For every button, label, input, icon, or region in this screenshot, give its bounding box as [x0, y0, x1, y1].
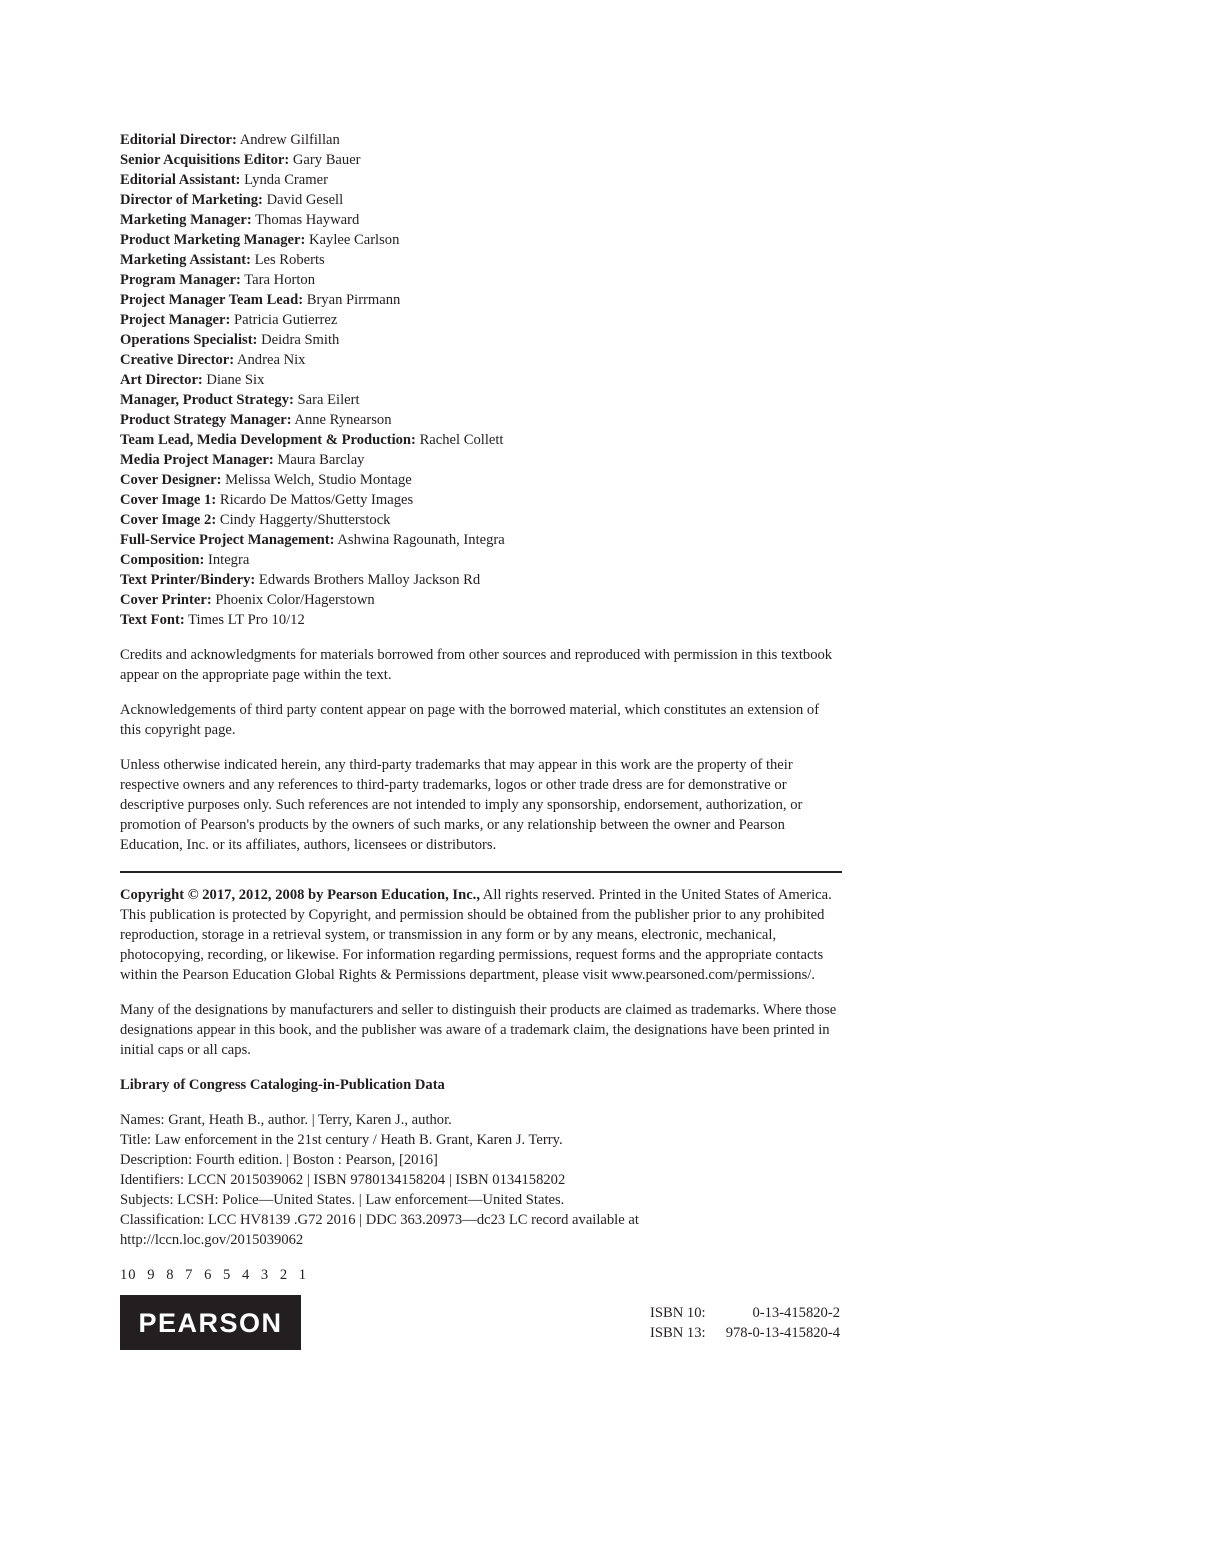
cip-line: Subjects: LCSH: Police—United States. | Law enforcement—United States.: [120, 1192, 565, 1208]
credit-role: Cover Image 1:: [120, 492, 217, 508]
pearson-logo: [120, 1295, 301, 1350]
isbn-10-value: 0-13-415820-2: [752, 1305, 840, 1321]
designations-notice: Many of the designations by manufacturers and seller to distinguish their products are claimed as trademarks. Where those designations appear in this book, and the publisher was aware of a trademark claim, the designations have been printed in initial caps or all caps.: [120, 1002, 837, 1058]
credit-role: Art Director:: [120, 372, 203, 388]
credit-name: Patricia Gutierrez: [230, 312, 338, 328]
credit-role: Project Manager Team Lead:: [120, 292, 304, 308]
credit-name: Ricardo De Mattos/Getty Images: [216, 492, 414, 508]
credit-name: Tara Horton: [240, 272, 315, 288]
cip-line: Names: Grant, Heath B., author. | Terry, Karen J., author.: [120, 1112, 452, 1128]
credit-role: Media Project Manager:: [120, 452, 274, 468]
credit-role: Team Lead, Media Development & Production:: [120, 432, 416, 448]
credit-role: Full-Service Project Management:: [120, 532, 335, 548]
credit-name: Bryan Pirrmann: [303, 292, 401, 308]
credit-line: [120, 570, 842, 590]
cip-line: Classification: LCC HV8139 .G72 2016 | DDC 363.20973—dc23 LC record available at: [120, 1212, 639, 1228]
credit-name: Kaylee Carlson: [305, 232, 400, 248]
isbn-13-label: ISBN 13:: [650, 1325, 706, 1341]
credit-line: [120, 390, 842, 410]
isbn-13-value: 978-0-13-415820-4: [725, 1325, 840, 1341]
printing-number-line: 10 9 8 7 6 5 4 3 2 1: [120, 1267, 308, 1283]
credit-line: [120, 330, 842, 350]
cip-data: [120, 1110, 842, 1250]
credit-role: Creative Director:: [120, 352, 235, 368]
credit-role: Manager, Product Strategy:: [120, 392, 294, 408]
credit-name: Andrew Gilfillan: [236, 132, 340, 148]
credit-line: [120, 510, 842, 530]
credit-line: [120, 370, 842, 390]
credit-role: Operations Specialist:: [120, 332, 258, 348]
credit-role: Cover Printer:: [120, 592, 212, 608]
credit-line: [120, 230, 842, 250]
credit-line: [120, 270, 842, 290]
credit-name: Sara Eilert: [293, 392, 360, 408]
isbn-block: [650, 1303, 840, 1343]
credits-list: [120, 130, 842, 630]
credit-name: Phoenix Color/Hagerstown: [211, 592, 375, 608]
imprint-row: [120, 1295, 842, 1351]
third-party-acknowledgment: Acknowledgements of third party content appear on page with the borrowed material, which constitutes an extension of this copyright page.: [120, 702, 820, 738]
isbn-10-row: [650, 1303, 840, 1323]
credit-name: Edwards Brothers Malloy Jackson Rd: [255, 572, 481, 588]
credit-name: Anne Rynearson: [291, 412, 392, 428]
credit-name: Rachel Collett: [415, 432, 504, 448]
credit-role: Marketing Assistant:: [120, 252, 251, 268]
credit-name: Melissa Welch, Studio Montage: [221, 472, 412, 488]
credit-role: Cover Image 2:: [120, 512, 217, 528]
credit-name: Integra: [204, 552, 250, 568]
credit-role: Project Manager:: [120, 312, 231, 328]
cip-line: http://lccn.loc.gov/2015039062: [120, 1232, 304, 1248]
credit-name: Times LT Pro 10/12: [184, 612, 305, 628]
credit-role: Composition:: [120, 552, 205, 568]
cip-heading: Library of Congress Cataloging-in-Publication Data: [120, 1077, 445, 1093]
credit-role: Program Manager:: [120, 272, 241, 288]
credit-role: Editorial Director:: [120, 132, 237, 148]
credit-line: [120, 350, 842, 370]
credit-role: Product Marketing Manager:: [120, 232, 306, 248]
credit-name: David Gesell: [262, 192, 344, 208]
copyright-page: [120, 130, 842, 1351]
credit-line: [120, 410, 842, 430]
credit-role: Cover Designer:: [120, 472, 222, 488]
credit-name: Maura Barclay: [273, 452, 365, 468]
credit-role: Text Font:: [120, 612, 185, 628]
credit-name: Lynda Cramer: [240, 172, 328, 188]
credit-line: [120, 210, 842, 230]
credit-name: Gary Bauer: [289, 152, 361, 168]
credit-name: Les Roberts: [250, 252, 325, 268]
credit-line: [120, 530, 842, 550]
credit-line: [120, 130, 842, 150]
credit-line: [120, 590, 842, 610]
credit-role: Director of Marketing:: [120, 192, 263, 208]
isbn-13-row: [650, 1323, 840, 1343]
cip-line: Identifiers: LCCN 2015039062 | ISBN 9780134158204 | ISBN 0134158202: [120, 1172, 566, 1188]
credit-name: Thomas Hayward: [251, 212, 360, 228]
credit-role: Editorial Assistant:: [120, 172, 241, 188]
credit-line: [120, 550, 842, 570]
credit-role: Marketing Manager:: [120, 212, 252, 228]
copyright-statement: [120, 885, 842, 985]
credit-line: [120, 470, 842, 490]
credit-role: Product Strategy Manager:: [120, 412, 292, 428]
credit-line: [120, 290, 842, 310]
credit-line: [120, 250, 842, 270]
credit-name: Ashwina Ragounath, Integra: [334, 532, 505, 548]
credit-line: [120, 450, 842, 470]
credit-role: Text Printer/Bindery:: [120, 572, 256, 588]
copyright-lead: Copyright © 2017, 2012, 2008 by Pearson Education, Inc.,: [120, 887, 480, 903]
credit-role: Senior Acquisitions Editor:: [120, 152, 290, 168]
credit-name: Diane Six: [202, 372, 265, 388]
cip-line: Title: Law enforcement in the 21st century / Heath B. Grant, Karen J. Terry.: [120, 1132, 563, 1148]
copyright-body: All rights reserved. Printed in the United States of America. This publication is protected by Copyright, and permission should be obtained from the publisher prior to any prohibited reproduction, storage in a retrieval system, or transmission in any form or by any means, electronic, mechanical, photocopying, recording, or likewise. For information regarding permissions, request forms and the appropriate contacts within the Pearson Education Global Rights & Permissions department, please visit www.pearsoned.com/permissions/.: [120, 887, 832, 983]
credit-line: [120, 610, 842, 630]
trademark-notice: Unless otherwise indicated herein, any third-party trademarks that may appear in this work are the property of their respective owners and any references to third-party trademarks, logos or other trade dress are for demonstrative or descriptive purposes only. Such references are not intended to imply any sponsorship, endorsement, authorization, or promotion of Pearson's products by the owners of such marks, or any relationship between the owner and Pearson Education, Inc. or its affiliates, authors, licensees or distributors.: [120, 757, 803, 853]
credit-line: [120, 310, 842, 330]
credits-acknowledgment: Credits and acknowledgments for materials borrowed from other sources and reproduced with permission in this textbook appear on the appropriate page within the text.: [120, 647, 833, 683]
credit-line: [120, 490, 842, 510]
credit-line: [120, 150, 842, 170]
credit-name: Andrea Nix: [234, 352, 306, 368]
pearson-logo-text: PEARSON: [138, 1307, 283, 1338]
isbn-10-label: ISBN 10:: [650, 1305, 706, 1321]
credit-line: [120, 170, 842, 190]
credit-line: [120, 430, 842, 450]
section-divider: [120, 871, 842, 873]
credit-name: Cindy Haggerty/Shutterstock: [216, 512, 391, 528]
cip-line: Description: Fourth edition. | Boston : Pearson, [2016]: [120, 1152, 438, 1168]
credit-line: [120, 190, 842, 210]
credit-name: Deidra Smith: [257, 332, 340, 348]
